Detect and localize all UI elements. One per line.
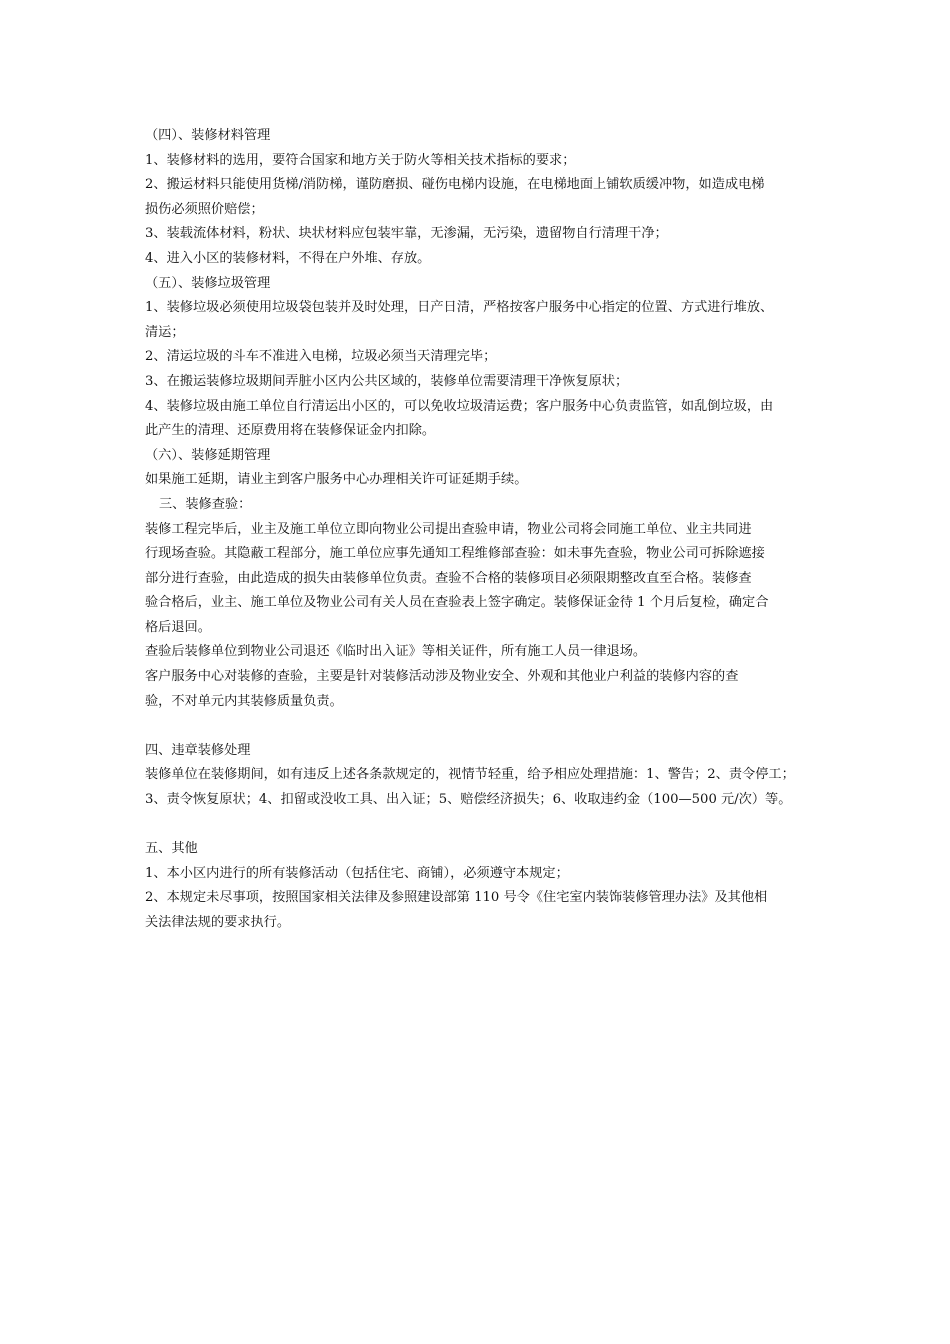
paragraph-line: 查验后装修单位到物业公司退还《临时出入证》等相关证件，所有施工人员一律退场。: [145, 644, 647, 660]
paragraph-line: 4、进入小区的装修材料，不得在户外堆、存放。: [145, 250, 431, 266]
paragraph-line: 3、在搬运装修垃圾期间弄脏小区内公共区域的，装修单位需要清理干净恢复原状；: [145, 373, 629, 389]
paragraph-line: 关法律法规的要求执行。: [145, 915, 291, 930]
paragraph-line: 2、本规定未尽事项，按照国家相关法律及参照建设部第 110 号令《住宅室内装饰装修管理办法》及其他相: [145, 890, 768, 906]
paragraph-line: 3、责令恢复原状；4、扣留或没收工具、出入证；5、赔偿经济损失；6、收取违约金（100—500 元/次）等。: [145, 792, 792, 808]
section-heading-extension: （六）、装修延期管理: [145, 447, 271, 463]
paragraph-line: 验，不对单元内其装修质量负责。: [145, 693, 343, 709]
paragraph-line: 1、装修材料的选用，要符合国家和地方关于防火等相关技术指标的要求；: [145, 152, 576, 168]
blank-line: [145, 813, 805, 838]
paragraph-line: 装修工程完毕后，业主及施工单位立即向物业公司提出查验申请，物业公司将会同施工单位、业主共同进: [145, 521, 752, 537]
paragraph-line: 清运；: [145, 324, 185, 340]
paragraph-line: 此产生的清理、还原费用将在装修保证金内扣除。: [145, 423, 436, 439]
section-heading-other: 五、其他: [145, 841, 198, 857]
blank-line: [145, 714, 805, 739]
paragraph-line: 部分进行查验，由此造成的损失由装修单位负责。查验不合格的装修项目必须限期整改直至合格。装修查: [145, 570, 752, 586]
paragraph-line: 2、搬运材料只能使用货梯/消防梯，谨防磨损、碰伤电梯内设施，在电梯地面上铺软质缓冲物，如造成电梯: [145, 177, 765, 193]
paragraph-line: 1、本小区内进行的所有装修活动（包括住宅、商铺），必须遵守本规定；: [145, 865, 569, 881]
paragraph-line: 1、装修垃圾必须使用垃圾袋包装并及时处理，日产日清，严格按客户服务中心指定的位置、方式进行堆放、: [145, 300, 774, 316]
paragraph-line: 格后退回。: [145, 619, 211, 635]
paragraph-line: 验合格后，业主、施工单位及物业公司有关人员在查验表上签字确定。装修保证金待 1 个月后复检，确定合: [145, 595, 769, 611]
paragraph-line: 损伤必须照价赔偿；: [145, 201, 264, 217]
section-heading-waste: （五）、装修垃圾管理: [145, 275, 271, 291]
paragraph-line: 4、装修垃圾由施工单位自行清运出小区的，可以免收垃圾清运费；客户服务中心负责监管，如乱倒垃圾，由: [145, 398, 774, 414]
paragraph-line: 客户服务中心对装修的查验，主要是针对装修活动涉及物业安全、外观和其他业户利益的装修内容的查: [145, 669, 739, 685]
section-heading-violations: 四、违章装修处理: [145, 742, 251, 758]
paragraph-line: 装修单位在装修期间，如有违反上述各条款规定的，视情节轻重，给予相应处理措施：1、警告；2、责令停工；: [145, 767, 795, 783]
paragraph-line: 2、清运垃圾的斗车不准进入电梯，垃圾必须当天清理完毕；: [145, 349, 497, 365]
section-heading-materials: （四）、装修材料管理: [145, 128, 271, 143]
section-heading-inspection: 三、装修查验：: [159, 496, 252, 512]
paragraph-line: 如果施工延期，请业主到客户服务中心办理相关许可证延期手续。: [145, 472, 528, 488]
paragraph-line: 行现场查验。其隐蔽工程部分，施工单位应事先通知工程维修部查验：如未事先查验，物业公司可拆除遮接: [145, 546, 765, 562]
document-body: [145, 124, 805, 936]
paragraph-line: 3、装载流体材料，粉状、块状材料应包装牢靠，无渗漏，无污染，遗留物自行清理干净；: [145, 226, 668, 242]
